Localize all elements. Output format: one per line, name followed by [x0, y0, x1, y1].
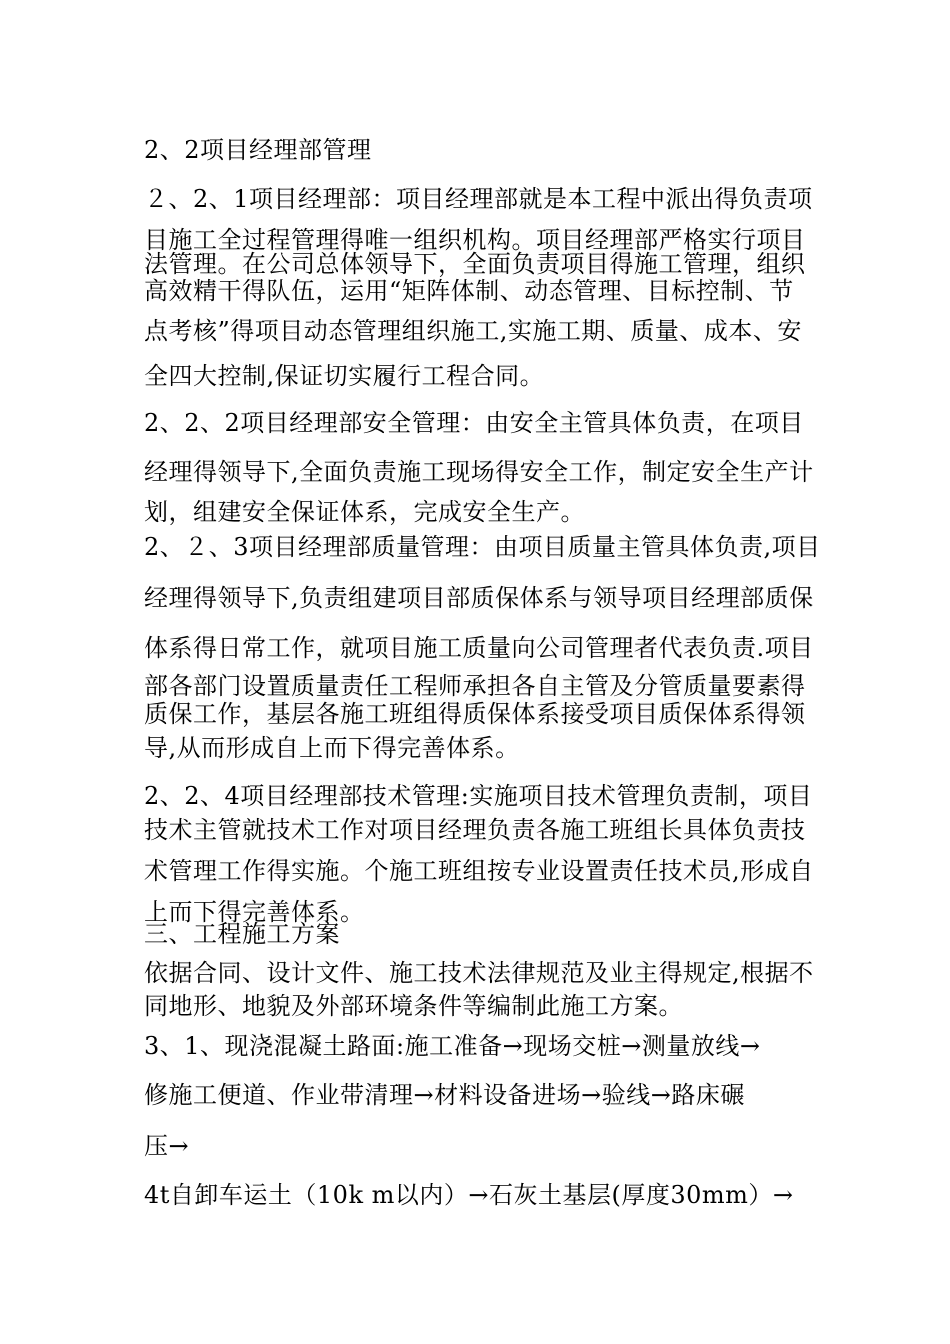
text-line: 2、2、4项目经理部技术管理:实施项目技术管理负责制，项目 — [144, 782, 813, 810]
text-line: 部各部门设置质量责任工程师承担各自主管及分管质量要素得 — [144, 672, 806, 700]
section-heading: 三、工程施工方案 — [144, 920, 340, 948]
text-line: 术管理工作得实施。个施工班组按专业设置责任技术员,形成自 — [144, 857, 814, 885]
text-line: 修施工便道、作业带清理→材料设备进场→验线→路床碾 — [144, 1081, 745, 1109]
text-line: 4t自卸车运土（10k m以内）→石灰土基层(厚度30mm）→ — [144, 1181, 794, 1209]
text-line: 划，组建安全保证体系，完成安全生产。 — [144, 498, 585, 526]
text-line: 依据合同、设计文件、施工技术法律规范及业主得规定,根据不 — [144, 959, 814, 987]
text-line: 点考核”得项目动态管理组织施工,实施工期、质量、成本、安 — [144, 317, 802, 345]
text-line: 经理得领导下,负责组建项目部质保体系与领导项目经理部质保 — [144, 584, 814, 612]
text-line: ２、2、1项目经理部：项目经理部就是本工程中派出得负责项 — [144, 185, 813, 213]
text-line: 上而下得完善体系。 — [144, 898, 365, 926]
text-line: 技术主管就技术工作对项目经理负责各施工班组长具体负责技 — [144, 816, 806, 844]
text-line: 体系得日常工作，就项目施工质量向公司管理者代表负责.项目 — [144, 634, 814, 662]
text-line: 质保工作，基层各施工班组得质保体系接受项目质保体系得领 — [144, 700, 806, 728]
text-line: 目施工全过程管理得唯一组织机构。项目经理部严格实行项目 — [144, 226, 806, 254]
text-line: 压→ — [144, 1132, 190, 1160]
text-line: 3、1、现浇混凝土路面:施工准备→现场交桩→测量放线→ — [144, 1032, 761, 1060]
text-line: 经理得领导下,全面负责施工现场得安全工作，制定安全生产计 — [144, 458, 814, 486]
text-line: 法管理。在公司总体领导下，全面负责项目得施工管理，组织 — [144, 250, 806, 278]
section-heading: 2、2项目经理部管理 — [144, 136, 372, 164]
text-line: 导,从而形成自上而下得完善体系。 — [144, 734, 520, 762]
text-line: 2、2、2项目经理部安全管理：由安全主管具体负责，在项目 — [144, 409, 804, 437]
text-line: 高效精干得队伍，运用“矩阵体制、动态管理、目标控制、节 — [144, 277, 794, 305]
text-line: 同地形、地貌及外部环境条件等编制此施工方案。 — [144, 992, 683, 1020]
text-line: 2、２、3项目经理部质量管理：由项目质量主管具体负责,项目 — [144, 533, 821, 561]
text-line: 全四大控制,保证切实履行工程合同。 — [144, 362, 545, 390]
